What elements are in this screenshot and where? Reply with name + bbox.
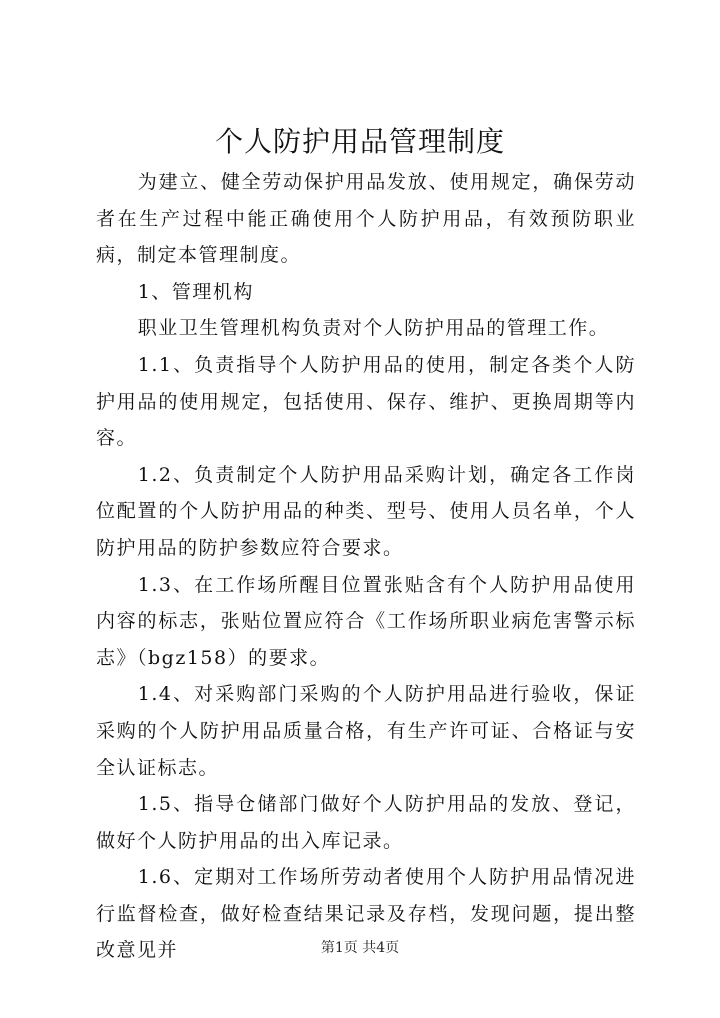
section-heading-management: 1、管理机构 [137, 280, 254, 303]
page-number-footer: 第1页 共4页 [320, 940, 400, 956]
paragraph-responsibility: 职业卫生管理机构负责对个人防护用品的管理工作。 [137, 317, 610, 340]
paragraph-1-1: 1.1、负责指导个人防护用品的使用，制定各类个人防护用品的使用规定，包括使用、保存、维护、更换周期等内容。 [96, 353, 636, 450]
paragraph-1-2: 1.2、负责制定个人防护用品采购计划，确定各工作岗位配置的个人防护用品的种类、型号、使用人员名单，个人防护用品的防护参数应符合要求。 [96, 463, 636, 559]
document-title: 个人防护用品管理制度 [214, 125, 505, 158]
paragraph-1-3: 1.3、在工作场所醒目位置张贴含有个人防护用品使用内容的标志，张贴位置应符合《工作场所职业病危害警示标志》（bgz158）的要求。 [96, 573, 636, 669]
paragraph-1-4: 1.4、对采购部门采购的个人防护用品进行验收，保证采购的个人防护用品质量合格，有生产许可证、合格证与安全认证标志。 [96, 683, 636, 779]
document-body [96, 164, 636, 969]
paragraph-1-6: 1.6、定期对工作场所劳动者使用个人防护用品情况进行监督检查，做好检查结果记录及存档，发现问题，提出整改意见并 [96, 866, 636, 962]
paragraph-1-5: 1.5、指导仓储部门做好个人防护用品的发放、登记，做好个人防护用品的出入库记录。 [96, 793, 636, 852]
paragraph-intro: 为建立、健全劳动保护用品发放、使用规定，确保劳动者在生产过程中能正确使用个人防护用品，有效预防职业病，制定本管理制度。 [96, 171, 636, 267]
